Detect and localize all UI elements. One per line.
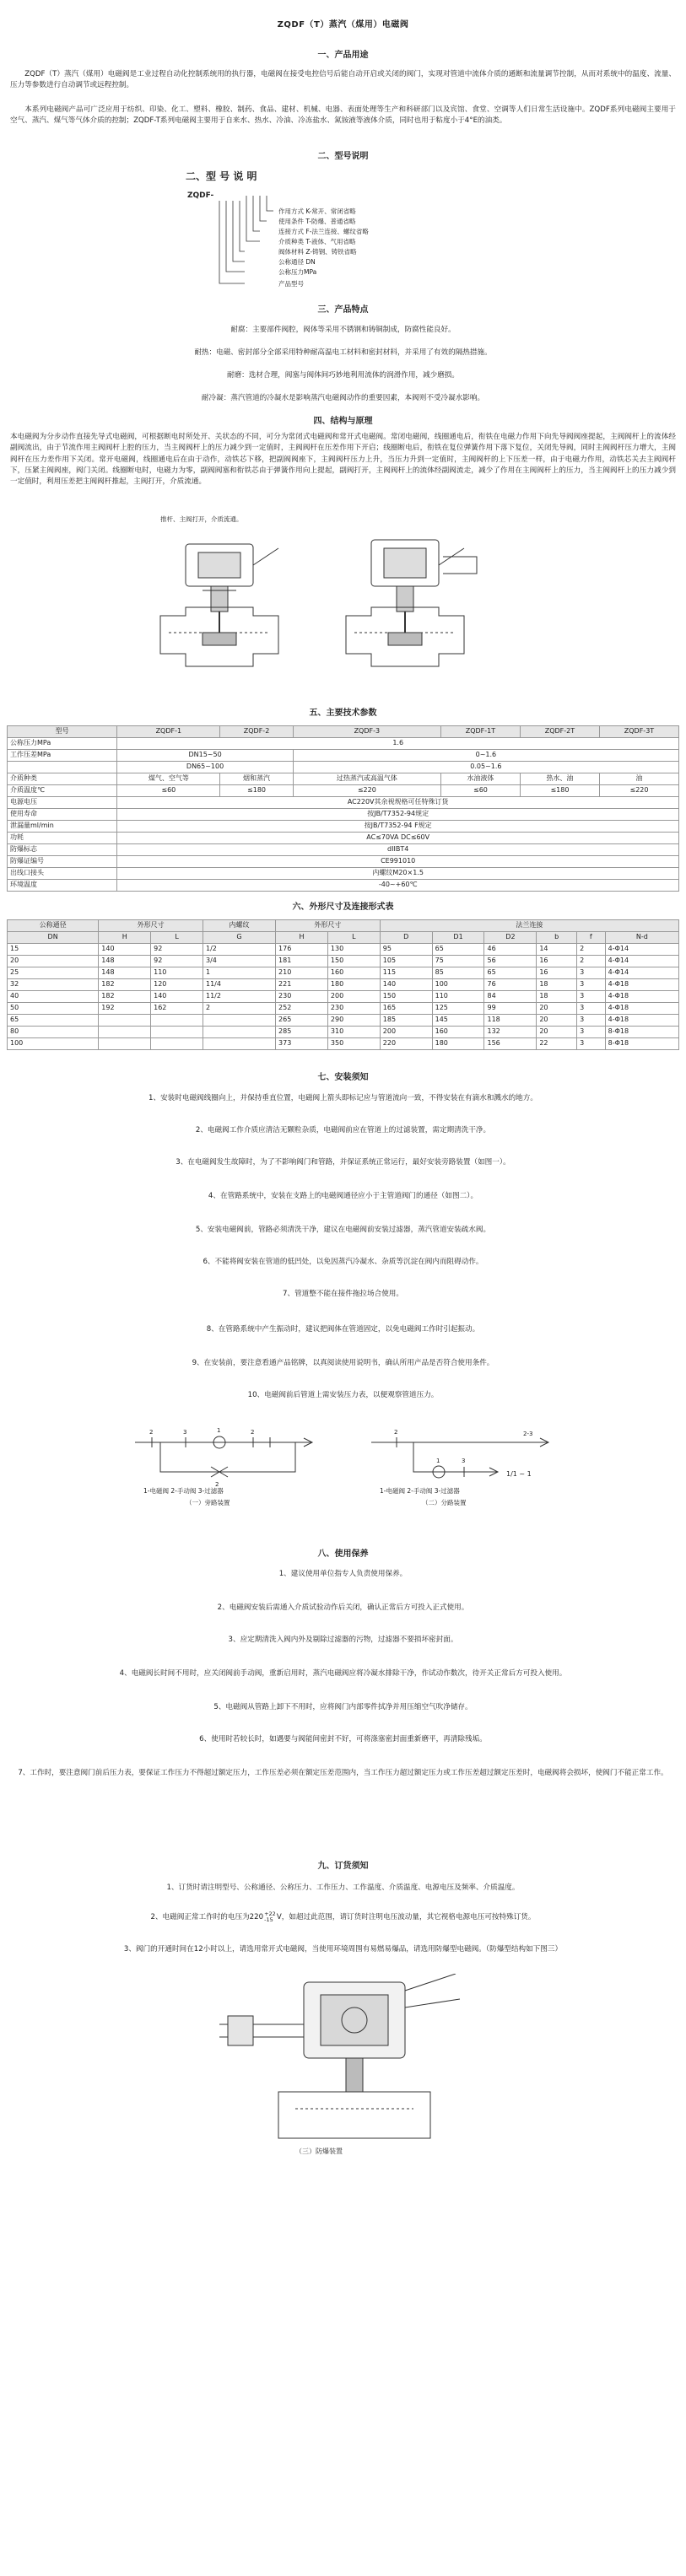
- dims-subheader-cell: D1: [432, 932, 484, 944]
- dims-cell: 125: [432, 1003, 484, 1015]
- dims-cell: 148: [99, 967, 151, 979]
- params-cell: 煤气、空气等: [117, 773, 220, 785]
- install-item: 2、电磁阀工作介质应清洁无颗粒杂质，电磁阀前应在管道上的过滤装置，需定期清洗干净。: [195, 1126, 491, 1134]
- pipe-figure-branch: [371, 1425, 557, 1510]
- params-cell: 功耗: [8, 833, 117, 844]
- dims-cell: 4-Φ18: [605, 979, 678, 991]
- params-header-cell: ZQDF-2T: [520, 726, 599, 738]
- params-row: [8, 785, 679, 797]
- params-row: [8, 762, 679, 773]
- dims-cell: 16: [537, 956, 577, 967]
- dims-cell: 200: [327, 991, 380, 1003]
- dims-cell: 8-Φ18: [605, 1027, 678, 1038]
- svg-text:3: 3: [462, 1458, 466, 1464]
- params-header-cell: ZQDF-2: [220, 726, 293, 738]
- dims-cell: 140: [151, 991, 203, 1003]
- dims-cell: 180: [432, 1038, 484, 1050]
- params-cell: AC≤70VA DC≤60V: [117, 833, 679, 844]
- dims-cell: 200: [380, 1027, 432, 1038]
- dims-cell: 32: [8, 979, 99, 991]
- model-label-4: 阀体材料 Z-铸钢、铸铁省略: [278, 248, 357, 256]
- params-cell: 防爆证编号: [8, 856, 117, 868]
- dims-cell: 3/4: [203, 956, 275, 967]
- svg-text:2: 2: [394, 1429, 398, 1436]
- params-row: [8, 844, 679, 856]
- order-item-1: 1、订货时请注明型号、公称通径、公称压力、工作压力、工作温度、介质温度、电源电压及频率、介质温度。: [166, 1883, 520, 1892]
- params-header-cell: ZQDF-3T: [599, 726, 678, 738]
- svg-text:2: 2: [149, 1429, 154, 1436]
- svg-text:1: 1: [436, 1458, 440, 1464]
- order-item-2-sub: -15: [264, 1916, 273, 1923]
- params-header-cell: ZQDF-1T: [440, 726, 520, 738]
- dims-cell: 3: [577, 1003, 606, 1015]
- dims-cell: [99, 1015, 151, 1027]
- model-label-0: 作用方式 K-常开、常闭省略: [278, 207, 356, 215]
- dims-cell: 16: [537, 967, 577, 979]
- dims-cell: 4-Φ14: [605, 967, 678, 979]
- dims-cell: 285: [276, 1027, 328, 1038]
- dims-cell: 3: [577, 967, 606, 979]
- dims-cell: 185: [380, 1015, 432, 1027]
- dims-cell: 20: [537, 1027, 577, 1038]
- params-cell: dIIBT4: [117, 844, 679, 856]
- dims-cell: 150: [380, 991, 432, 1003]
- section-heading-install: 七、安装须知: [317, 1073, 369, 1082]
- feature-2: 耐热：电磁、密封部分全部采用特种耐高温电工材料和密封材料，并采用了有效的隔热措施。: [194, 348, 492, 357]
- svg-text:2: 2: [215, 1481, 219, 1488]
- model-label-3: 介质种类 T-液体、气用省略: [278, 238, 356, 245]
- dims-row: [8, 944, 679, 956]
- dims-subheader-cell: f: [577, 932, 606, 944]
- params-cell: 介质种类: [8, 773, 117, 785]
- params-cell: 使用寿命: [8, 809, 117, 821]
- dims-cell: [99, 1027, 151, 1038]
- dims-cell: [99, 1038, 151, 1050]
- dims-cell: 145: [432, 1015, 484, 1027]
- dims-cell: 140: [380, 979, 432, 991]
- dims-cell: 2: [577, 944, 606, 956]
- dims-row: [8, 991, 679, 1003]
- dims-cell: 1: [203, 967, 275, 979]
- order-item-2: [0, 1911, 686, 1923]
- svg-text:1: 1: [217, 1427, 221, 1434]
- params-cell: 出线口接头: [8, 868, 117, 880]
- dims-cell: 20: [537, 1003, 577, 1015]
- params-row: [8, 738, 679, 750]
- dims-cell: 20: [537, 1015, 577, 1027]
- params-cell: 0~1.6: [293, 750, 678, 762]
- params-row: [8, 750, 679, 762]
- section-heading-model: 二、型号说明: [317, 152, 369, 161]
- params-cell: 泄漏量ml/min: [8, 821, 117, 833]
- params-cell: 烟和蒸汽: [220, 773, 293, 785]
- dims-cell: 65: [8, 1015, 99, 1027]
- params-row: [8, 856, 679, 868]
- params-cell: 介质温度℃: [8, 785, 117, 797]
- dims-cell: 160: [327, 967, 380, 979]
- params-cell: 电源电压: [8, 797, 117, 809]
- dims-cell: 22: [537, 1038, 577, 1050]
- dims-header-cell: 法兰连接: [380, 920, 678, 932]
- params-header-cell: 型号: [8, 726, 117, 738]
- params-row: [8, 833, 679, 844]
- params-cell: 按JB/T7352-94规定: [117, 809, 679, 821]
- params-header-cell: ZQDF-3: [293, 726, 440, 738]
- maintenance-item: 6、使用时若较长时，如遇要与阀能间密封不好，可将涤塞密封面重新磨平，再清除残垢。: [199, 1735, 487, 1743]
- dims-cell: [151, 1015, 203, 1027]
- dims-cell: 3: [577, 979, 606, 991]
- dims-cell: 110: [432, 991, 484, 1003]
- dims-cell: 150: [327, 956, 380, 967]
- dims-cell: 80: [8, 1027, 99, 1038]
- dims-subheader-cell: b: [537, 932, 577, 944]
- fig2-legend-1: 1-电磁阀: [380, 1487, 405, 1495]
- dims-cell: 120: [151, 979, 203, 991]
- dims-subheader-cell: L: [151, 932, 203, 944]
- install-item: 7、管道整不能在接件拖拉场合使用。: [283, 1290, 403, 1298]
- dims-cell: 290: [327, 1015, 380, 1027]
- dims-cell: 84: [484, 991, 537, 1003]
- dims-row: [8, 1015, 679, 1027]
- params-row: [8, 868, 679, 880]
- params-cell: ≤180: [520, 785, 599, 797]
- dims-cell: 180: [327, 979, 380, 991]
- dims-cell: 100: [432, 979, 484, 991]
- dims-cell: 110: [151, 967, 203, 979]
- dims-cell: 3: [577, 1015, 606, 1027]
- dims-cell: [151, 1027, 203, 1038]
- dims-cell: 3: [577, 1038, 606, 1050]
- maintenance-item: 7、工作时，要注意阀门前后压力表，要保证工作压力不得超过额定压力，工作压差必须在额定压差范围内，当工作压力超过额定压力或工作压差超过额定压差时，电磁阀将会损坏，使阀门不能正常工作。: [18, 1769, 668, 1777]
- dims-cell: [151, 1038, 203, 1050]
- pipe-figure-bypass: [135, 1425, 321, 1510]
- dims-cell: 230: [327, 1003, 380, 1015]
- fig3-caption: （三）防爆装置: [295, 2148, 343, 2155]
- explosion-proof-figure: [203, 1974, 481, 2168]
- dims-cell: 182: [99, 979, 151, 991]
- fig2-legend-2: 2-手动阀: [407, 1487, 433, 1495]
- params-row: [8, 821, 679, 833]
- params-cell: 工作压差MPa: [8, 750, 117, 762]
- dims-cell: 3: [577, 991, 606, 1003]
- dims-cell: 11/2: [203, 991, 275, 1003]
- dims-cell: 15: [8, 944, 99, 956]
- params-cell: 公称压力MPa: [8, 738, 117, 750]
- dims-subheader-cell: N-d: [605, 932, 678, 944]
- dims-cell: 2: [577, 956, 606, 967]
- dims-cell: 350: [327, 1038, 380, 1050]
- dims-cell: 1/2: [203, 944, 275, 956]
- params-cell: DN15~50: [117, 750, 293, 762]
- order-item-2-sup: +22: [264, 1910, 276, 1917]
- section-heading-maintenance: 八、使用保养: [317, 1549, 369, 1559]
- maintenance-item: 2、电磁阀安装后需通入介质试验动作后关闭，确认正常后方可投入正式使用。: [217, 1603, 469, 1612]
- model-label-1: 使用条件 T-防爆、普通省略: [278, 218, 356, 225]
- dims-cell: 162: [151, 1003, 203, 1015]
- valve-figure-caption: 推杆、主阀打开，介质流通。: [160, 515, 243, 523]
- params-cell: CE991010: [117, 856, 679, 868]
- section-heading-dimensions: 六、外形尺寸及连接形式表: [292, 903, 394, 912]
- dims-cell: 50: [8, 1003, 99, 1015]
- dims-cell: 3: [577, 1027, 606, 1038]
- dims-cell: 2: [203, 1003, 275, 1015]
- dims-subheader-cell: L: [327, 932, 380, 944]
- dims-cell: 40: [8, 991, 99, 1003]
- dims-cell: 25: [8, 967, 99, 979]
- dims-cell: 252: [276, 1003, 328, 1015]
- dims-cell: 99: [484, 1003, 537, 1015]
- dims-cell: 130: [327, 944, 380, 956]
- dims-cell: 18: [537, 979, 577, 991]
- dims-cell: 230: [276, 991, 328, 1003]
- feature-3: 耐磨：选材合理，阀塞与阀体间巧妙地利用流体的润滑作用，减少磨损。: [226, 371, 459, 380]
- dims-cell: 56: [484, 956, 537, 967]
- params-cell: [8, 762, 117, 773]
- dims-cell: 165: [380, 1003, 432, 1015]
- params-cell: 油: [599, 773, 678, 785]
- fig2-legend-3: 3-过滤器: [434, 1487, 460, 1495]
- dims-cell: 14: [537, 944, 577, 956]
- install-item: 1、安装时电磁阀线圈向上，并保持垂直位置，电磁阀上箭头即标记应与管道流向一致，不得安装在有滴水和溅水的地方。: [149, 1094, 537, 1102]
- dims-cell: 176: [276, 944, 328, 956]
- usage-paragraph-1: ZQDF（T）蒸汽（煤用）电磁阀是工业过程自动化控制系统用的执行器，电磁阀在接受电控信号后能自动开启或关闭的阀门，实现对管道中流体介质的通断和流量调节控制，从而对系统中的温度、流量、压力等参数进行自动调节或远程控制。: [10, 70, 676, 90]
- params-header-cell: ZQDF-1: [117, 726, 220, 738]
- dims-cell: 265: [276, 1015, 328, 1027]
- dims-cell: 4-Φ18: [605, 1015, 678, 1027]
- install-item: 10、电磁阀前后管道上需安装压力表，以便观察管道压力。: [247, 1391, 439, 1399]
- dims-cell: 192: [99, 1003, 151, 1015]
- section-heading-principle: 四、结构与原理: [313, 417, 373, 426]
- dims-cell: [203, 1038, 275, 1050]
- dims-header-cell: 公称通径: [8, 920, 99, 932]
- params-cell: ≤220: [293, 785, 440, 797]
- section-heading-order: 九、订货须知: [317, 1862, 369, 1871]
- dims-header-cell: 外形尺寸: [276, 920, 381, 932]
- fig2-ratio: 1/1 ~ 1: [506, 1470, 532, 1478]
- params-cell: ≤220: [599, 785, 678, 797]
- params-cell: 内螺纹M20×1.5: [117, 868, 679, 880]
- dims-cell: 4-Φ18: [605, 991, 678, 1003]
- dims-subheader-cell: H: [276, 932, 328, 944]
- dims-cell: 156: [484, 1038, 537, 1050]
- dims-subheader-cell: D2: [484, 932, 537, 944]
- params-cell: 环境温度: [8, 880, 117, 892]
- dims-row: [8, 1003, 679, 1015]
- dims-cell: 100: [8, 1038, 99, 1050]
- dims-header-cell: 外形尺寸: [99, 920, 203, 932]
- dims-cell: 140: [99, 944, 151, 956]
- dims-cell: 20: [8, 956, 99, 967]
- install-item: 5、安装电磁阀前，管路必须清洗干净，建议在电磁阀前安装过滤器，蒸汽管道安装疏水阀。: [195, 1226, 491, 1234]
- dims-cell: 160: [432, 1027, 484, 1038]
- params-row: [8, 809, 679, 821]
- fig1-legend-1: 1-电磁阀: [143, 1487, 169, 1495]
- maintenance-item: 5、电磁阀从管路上卸下不用时，应将阀门内部零件拭净并用压缩空气吹净储存。: [213, 1703, 473, 1711]
- dims-header-cell: 内螺纹: [203, 920, 275, 932]
- params-cell: 1.6: [117, 738, 679, 750]
- dims-cell: [203, 1015, 275, 1027]
- dims-cell: 118: [484, 1015, 537, 1027]
- order-item-2-tail: V，如超过此范围，请订货时注明电压波动量，其它视格电源电压可按特殊订货。: [276, 1913, 536, 1921]
- params-cell: 水油液体: [440, 773, 520, 785]
- params-cell: DN65~100: [117, 762, 293, 773]
- dims-cell: 4-Φ14: [605, 956, 678, 967]
- dims-cell: 65: [484, 967, 537, 979]
- dims-cell: 132: [484, 1027, 537, 1038]
- params-cell: -40~+60℃: [117, 880, 679, 892]
- document-title: ZQDF（T）蒸汽（煤用）电磁阀: [277, 20, 409, 30]
- install-item: 3、在电磁阀发生故障时，为了不影响阀门和管路，并保证系统正常运行，最好安装旁路装置（如图一）。: [176, 1158, 510, 1167]
- dims-cell: 4-Φ14: [605, 944, 678, 956]
- model-label-7: 产品型号: [278, 280, 304, 288]
- maintenance-item: 1、建议使用单位指专人负责使用保养。: [278, 1570, 408, 1578]
- dims-cell: 76: [484, 979, 537, 991]
- dims-cell: 4-Φ18: [605, 1003, 678, 1015]
- model-heading: 二、型 号 说 明: [186, 170, 257, 182]
- fig2-caption: （二）分路装置: [422, 1499, 467, 1506]
- dims-cell: [203, 1027, 275, 1038]
- feature-1: 耐腐：主要部件阀腔，阀体等采用不锈钢和铸铜制成，防腐性能良好。: [230, 326, 456, 334]
- dims-subheader-cell: G: [203, 932, 275, 944]
- params-row: [8, 880, 679, 892]
- dims-cell: 210: [276, 967, 328, 979]
- model-label-5: 公称通径 DN: [278, 258, 316, 266]
- dims-cell: 310: [327, 1027, 380, 1038]
- valve-structure-figure: [152, 506, 506, 687]
- params-cell: 过热蒸汽或高温气体: [293, 773, 440, 785]
- dims-cell: 95: [380, 944, 432, 956]
- dims-cell: 221: [276, 979, 328, 991]
- feature-4: 耐冷凝：蒸汽管道的冷凝水是影响蒸汽电磁阀动作的重要因素，本阀则不受冷凝水影响。: [201, 394, 485, 402]
- model-label-6: 公称压力MPa: [278, 268, 317, 276]
- model-label-2: 连接方式 F-法兰连接、螺纹省略: [278, 228, 369, 235]
- dims-subheader-cell: H: [99, 932, 151, 944]
- svg-text:2: 2: [251, 1429, 255, 1436]
- dims-row: [8, 979, 679, 991]
- svg-text:3: 3: [183, 1429, 187, 1436]
- fig1-caption: （一）旁路装置: [186, 1499, 230, 1506]
- dims-cell: 75: [432, 956, 484, 967]
- dimensions-table: [7, 919, 679, 1050]
- svg-text:2-3: 2-3: [523, 1431, 533, 1437]
- params-cell: 按JB/T7352-94 F规定: [117, 821, 679, 833]
- maintenance-item: 3、应定期清洗入阀内外及剔除过滤器的污物，过滤器不要损坏密封面。: [228, 1636, 458, 1644]
- dims-cell: 65: [432, 944, 484, 956]
- dims-cell: 373: [276, 1038, 328, 1050]
- model-code: ZQDF-: [187, 191, 214, 200]
- model-diagram: [186, 169, 506, 295]
- dims-cell: 46: [484, 944, 537, 956]
- install-item: 4、在管路系统中，安装在支路上的电磁阀通径应小于主管道阀门的通径（如图二）。: [208, 1192, 478, 1200]
- dims-row: [8, 967, 679, 979]
- dims-cell: 115: [380, 967, 432, 979]
- section-heading-usage: 一、产品用途: [317, 51, 369, 60]
- dims-row: [8, 1038, 679, 1050]
- install-item: 9、在安装前，要注意看通产品铭牌，以真阅读使用说明书，确认所用产品是否符合使用条件。: [192, 1359, 494, 1367]
- dims-cell: 92: [151, 956, 203, 967]
- params-table: [7, 725, 679, 892]
- dims-cell: 105: [380, 956, 432, 967]
- usage-paragraph-2: 本系列电磁阀产品可广泛应用于纺织、印染、化工、塑料、橡胶、制药、食品、建材、机械、电器、表面处理等生产和科研部门以及宾馆、食堂、空调等人们日常生活设施中。ZQDF系列电磁阀主要用于空气、蒸汽、煤气等气体介质的控制；ZQDF-T系列电磁阀主要用于自来水、热水、冷油、冷冻盐水、氮铵液等液体介质，同时也用于粘度小于4°E的油类。: [10, 105, 676, 126]
- section-heading-params: 五、主要技术参数: [309, 709, 377, 718]
- dims-cell: 182: [99, 991, 151, 1003]
- install-item: 8、在管路系统中产生振动时，建议把阀体在管道固定，以免电磁阀工作时引起振动。: [206, 1325, 480, 1334]
- fig1-legend-3: 3-过滤器: [197, 1487, 224, 1495]
- params-cell: 热水、油: [520, 773, 599, 785]
- params-cell: 0.05~1.6: [293, 762, 678, 773]
- params-cell: ≤180: [220, 785, 293, 797]
- dims-cell: 11/4: [203, 979, 275, 991]
- params-cell: ≤60: [117, 785, 220, 797]
- order-item-3: 3、阀门的开通时间在12小时以上，请选用常开式电磁阀，当使用环境周围有易燃易爆品，请选用防爆型电磁阀。（防爆型结构如下图三）: [123, 1945, 563, 1954]
- dims-cell: 85: [432, 967, 484, 979]
- dims-cell: 181: [276, 956, 328, 967]
- params-row: [8, 773, 679, 785]
- params-cell: 防爆标志: [8, 844, 117, 856]
- maintenance-item: 4、电磁阀长时间不用时，应关闭阀前手动阀，重新启用时，蒸汽电磁阀应将冷凝水排除干净，作试动作数次，待开关正常后方可投入使用。: [119, 1669, 567, 1678]
- section-heading-features: 三、产品特点: [317, 305, 369, 315]
- dims-row: [8, 956, 679, 967]
- principle-paragraph: 本电磁阀为分步动作直接先导式电磁阀，可根据断电时所处开、关状态的不同，可分为常闭式电磁阀和常开式电磁阀。常闭电磁阀，线圈通电后，衔铁在电磁力作用下向先导阀阀座提起，主阀阀杆上的流体经副阀流出，由于节流作用主阀阀杆上腔的压力，当主阀阀杆上的压力减少到一定值时，主阀阀杆在压差作用下开启；线圈断电后，衔铁在复位弹簧作用下落下复位，关闭先导阀，同时主阀阀杆压力增大，主阀阀杆在压力差作用下关闭。常开电磁阀，线圈通电后在由于动作，动铁芯下移，把副阀阀座下，主阀阀杆压力上升，当压力升到一定值时，主阀阀杆的上下压差一样，由于电磁力作用，动铁芯关去主阀阀杆下，压紧主阀阀座，阀门关闭。线圈断电时，电磁力为零，副阀阀塞和衔铁芯由于弹簧作用向上提起，副阀打开，主阀阀杆上的流体经副阀流走，减少了作用在主阀阀杆上的压力，当主阀阀杆上的压力减少到一定值时，利用压差把主阀阀杆推起，主阀打开，介质流通。: [10, 433, 676, 487]
- dims-row: [8, 1027, 679, 1038]
- fig1-legend-2: 2-手动阀: [170, 1487, 197, 1495]
- params-row: [8, 797, 679, 809]
- order-item-2-lead: 2、电磁阀正常工作时的电压为220: [150, 1913, 264, 1921]
- model-labels: [278, 207, 369, 288]
- install-item: 6、不能将阀安装在管道的低凹处，以免因蒸汽冷凝水、杂质等沉淀在阀内而阻碍动作。: [203, 1258, 483, 1266]
- dims-cell: 148: [99, 956, 151, 967]
- dims-cell: 220: [380, 1038, 432, 1050]
- params-cell: AC220V其余视规格可任特殊订货: [117, 797, 679, 809]
- params-cell: ≤60: [440, 785, 520, 797]
- dims-cell: 8-Φ18: [605, 1038, 678, 1050]
- dims-subheader-cell: DN: [8, 932, 99, 944]
- dims-cell: 18: [537, 991, 577, 1003]
- dims-subheader-cell: D: [380, 932, 432, 944]
- dims-cell: 92: [151, 944, 203, 956]
